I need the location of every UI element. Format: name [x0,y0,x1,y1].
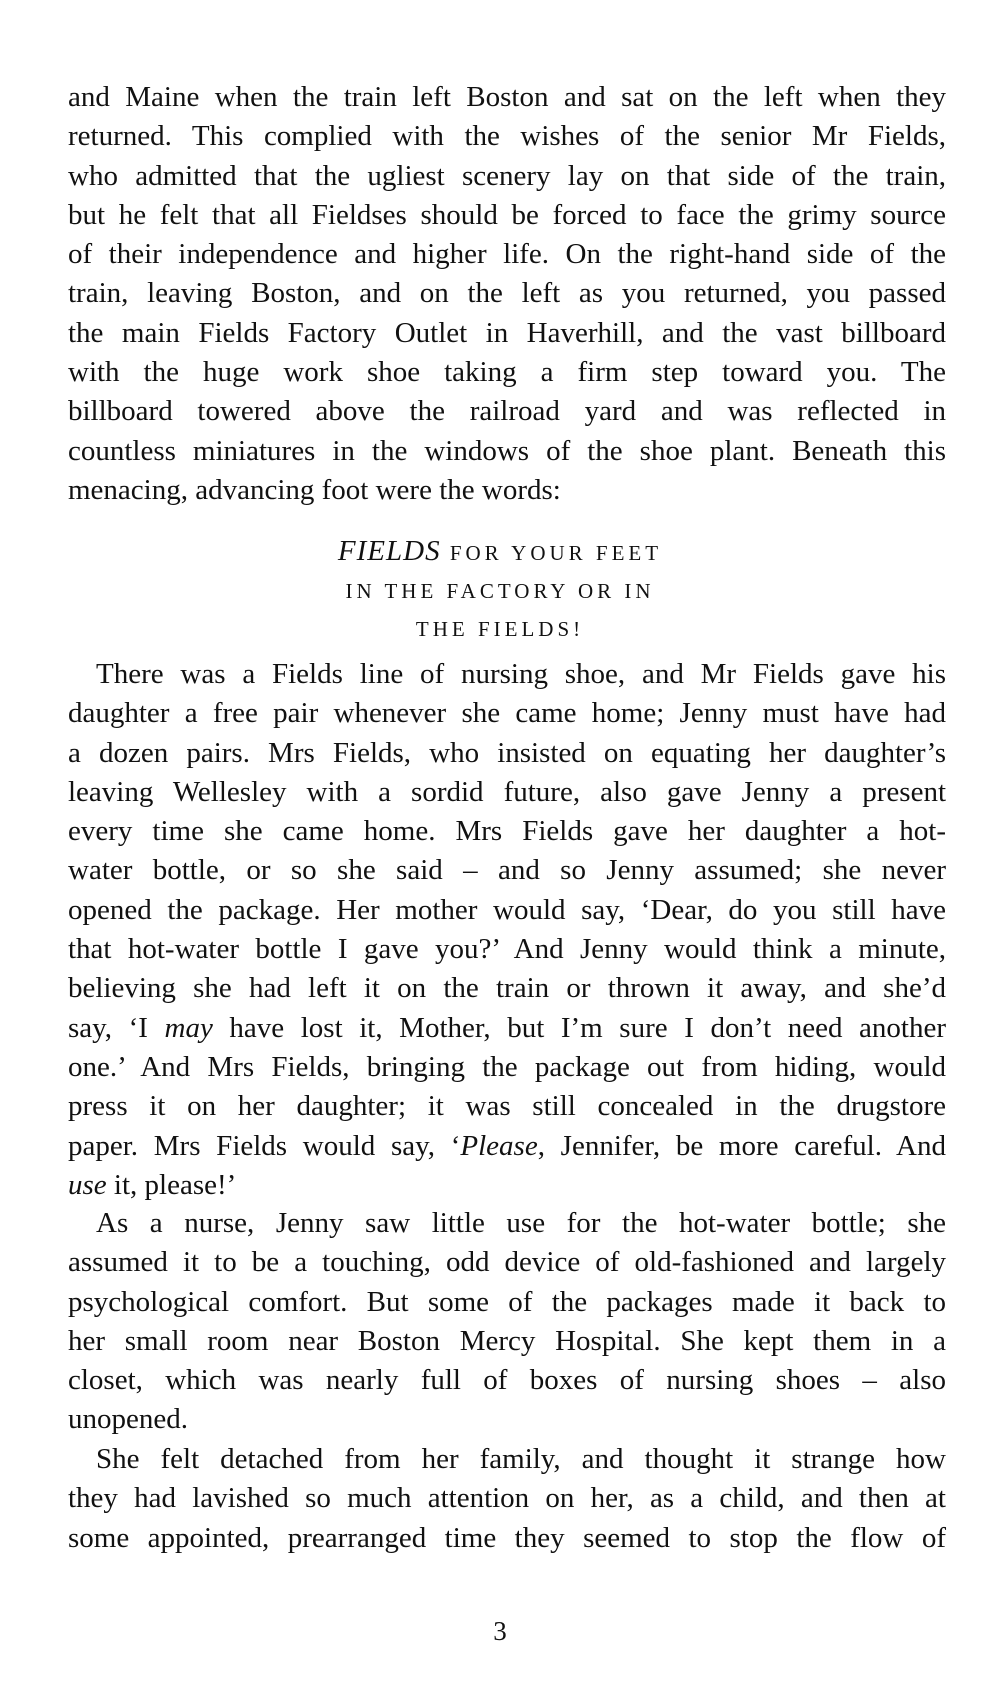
text-line [68,1009,946,1048]
text-line: believing she had left it on the train or thrown it away, and she’d [68,972,946,1005]
emphasis-text: may [164,1011,213,1044]
text-segment: say, ‘I [68,1011,165,1044]
text-segment: it, please!’ [106,1168,237,1201]
text-line: a dozen pairs. Mrs Fields, who insisted on equating her daughter’s [68,736,946,769]
text-line: She felt detached from her family, and thought it strange how [96,1443,946,1475]
slogan-line-1 [0,532,1000,572]
text-segment: , Jennifer, be more careful. And [537,1129,946,1162]
paragraph-hot-water-bottle [68,1204,946,1440]
text-line [68,1127,946,1166]
text-line: of their independence and higher life. On the right-hand side of the [68,238,946,271]
text-line: water bottle, or so she said – and so Jenny assumed; she never [68,854,946,887]
text-segment: have lost it, Mother, but I’m sure I don’t need another [212,1011,947,1044]
text-line: countless miniatures in the windows of the shoe plant. Beneath this [68,434,946,467]
slogan-line-1-rest: FOR YOUR FEET [449,541,663,565]
text-line: psychological comfort. But some of the packages made it back to [68,1285,946,1318]
text-line: closet, which was nearly full of boxes of nursing shoes – also [68,1364,946,1397]
text-line [68,1166,946,1205]
text-line: and Maine when the train left Boston and sat on the left when they [68,81,946,113]
text-line: menacing, advancing foot were the words: [68,473,561,506]
emphasis-text: Please [460,1129,538,1162]
slogan-line-3: THE FIELDS! [415,617,585,641]
slogan-line-2: IN THE FACTORY OR IN [345,579,655,603]
text-segment: paper. Mrs Fields would say, ‘ [68,1129,461,1162]
text-line: There was a Fields line of nursing shoe, and Mr Fields gave his [96,658,946,690]
text-line: but he felt that all Fieldses should be forced to face the grimy source [68,198,946,231]
text-line: leaving Wellesley with a sordid future, also gave Jenny a present [68,775,946,808]
text-line: daughter a free pair whenever she came home; Jenny must have had [68,697,946,730]
emphasis-text: use [68,1168,107,1201]
text-line: with the huge work shoe taking a firm step toward you. The [68,356,946,389]
text-line: one.’ And Mrs Fields, bringing the package out from hiding, would [68,1050,946,1083]
text-line: every time she came home. Mrs Fields gave her daughter a hot- [68,815,946,848]
text-line: the main Fields Factory Outlet in Haverhill, and the vast billboard [68,316,946,349]
text-line: who admitted that the ugliest scenery lay on that side of the train, [68,159,946,192]
paragraph-nursing-shoes [68,655,946,1205]
text-line: unopened. [68,1403,188,1436]
text-line: press it on her daughter; it was still concealed in the drugstore [68,1090,946,1123]
text-line: returned. This complied with the wishes of the senior Mr Fields, [68,120,946,153]
billboard-slogan [0,532,1000,648]
text-line: train, leaving Boston, and on the left as you returned, you passed [68,277,946,310]
paragraph-train-scenery [68,78,946,510]
page-number: 3 [493,1616,507,1646]
paragraph-detached-family [68,1440,946,1558]
text-line: As a nurse, Jenny saw little use for the hot-water bottle; she [96,1207,946,1239]
text-line: that hot-water bottle I gave you?’ And Jenny would think a minute, [68,933,946,966]
text-line: assumed it to be a touching, odd device of old-fashioned and largely [68,1246,946,1279]
slogan-brand: FIELDS [337,535,441,567]
text-line: her small room near Boston Mercy Hospital. She kept them in a [68,1324,946,1357]
text-line: they had lavished so much attention on her, as a child, and then at [68,1482,946,1515]
text-line: billboard towered above the railroad yard and was reflected in [68,395,946,428]
text-line: some appointed, prearranged time they seemed to stop the flow of [68,1521,946,1554]
text-line: opened the package. Her mother would say, ‘Dear, do you still have [68,893,946,926]
